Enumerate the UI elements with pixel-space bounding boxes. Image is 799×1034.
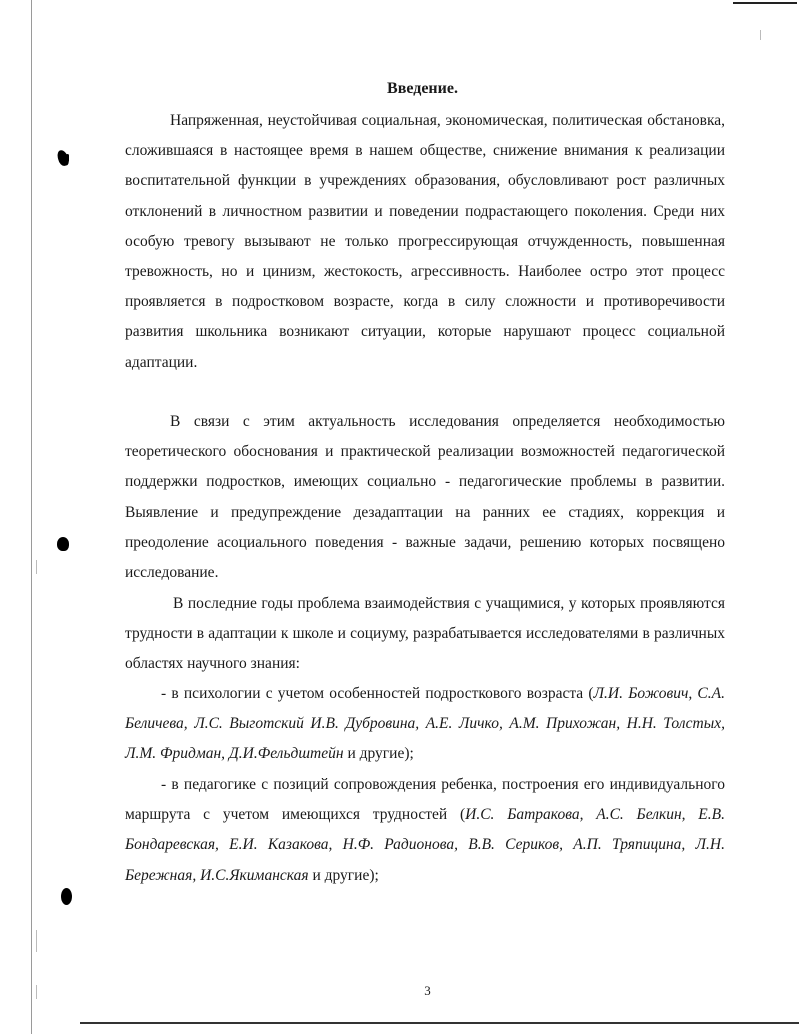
list-item-tail: и другие);	[308, 866, 379, 884]
binder-hole-mark	[61, 888, 72, 905]
scan-artifact	[36, 930, 37, 952]
scan-edge-line	[31, 0, 32, 1034]
scan-artifact	[760, 30, 761, 40]
author-list: И.С. Батракова, А.С. Белкин, Е.В. Бондаревская, Е.И. Казакова, Н.Ф. Радионова, В.В. Сериков, А.П. Тряпицина, Л.Н. Бережная, И.С.Якиманская	[125, 806, 725, 884]
binder-hole-mark	[57, 537, 69, 551]
list-item-lead: - в психологии с учетом особенностей подросткового возраста (	[161, 685, 594, 702]
scan-top-rule	[733, 2, 797, 4]
binder-hole-mark	[66, 154, 69, 162]
list-item-pedagogy	[125, 770, 725, 891]
author-list: Л.И. Божович, С.А. Беличева, Л.С. Выготский И.В. Дубровина, А.Е. Личко, А.М. Прихожан, Н.Н. Толстых, Л.М. Фридман, Д.И.Фельдштейн	[125, 685, 725, 763]
list-item-lead: - в педагогике с позиций сопровождения ребенка, построения его индивидуального маршрута с учетом имеющихся трудностей (	[125, 776, 725, 824]
scan-artifact	[36, 560, 37, 574]
page-number: 3	[424, 983, 431, 998]
page-title: Введение.	[387, 80, 458, 97]
scan-bottom-rule	[80, 1022, 799, 1024]
paragraph-research-areas: В последние годы проблема взаимодействия с учащимися, у которых проявляются трудности в адаптации к школе и социуму, разрабатывается исследователями в различных областях научного знания:	[125, 595, 725, 673]
paragraph-intro: Напряженная, неустойчивая социальная, экономическая, политическая обстановка, сложившаяся в настоящее время в нашем обществе, снижение внимания к реализации воспитательной функции в учреждениях образования, обусловливают рост различных отклонений в личностном развитии и поведении подрастающего поколения. Среди них особую тревогу вызывают не только прогрессирующая отчужденность, повышенная тревожность, но и цинизм, жестокость, агрессивность. Наиболее остро этот процесс проявляется в подростковом возрасте, когда в силу сложности и противоречивости развития школьника возникают ситуации, которые нарушают процесс социальной адаптации.	[125, 112, 725, 371]
list-item-psychology	[125, 679, 725, 770]
paragraph-relevance: В связи с этим актуальность исследования определяется необходимостью теоретического обоснования и практической реализации возможностей педагогической поддержки подростков, имеющих социально - педагогические проблемы в развитии. Выявление и предупреждение дезадаптации на ранних ее стадиях, коррекция и преодоление асоциального поведения - важные задачи, решению которых посвящено исследование.	[125, 413, 725, 582]
list-item-tail: и другие);	[343, 745, 414, 763]
